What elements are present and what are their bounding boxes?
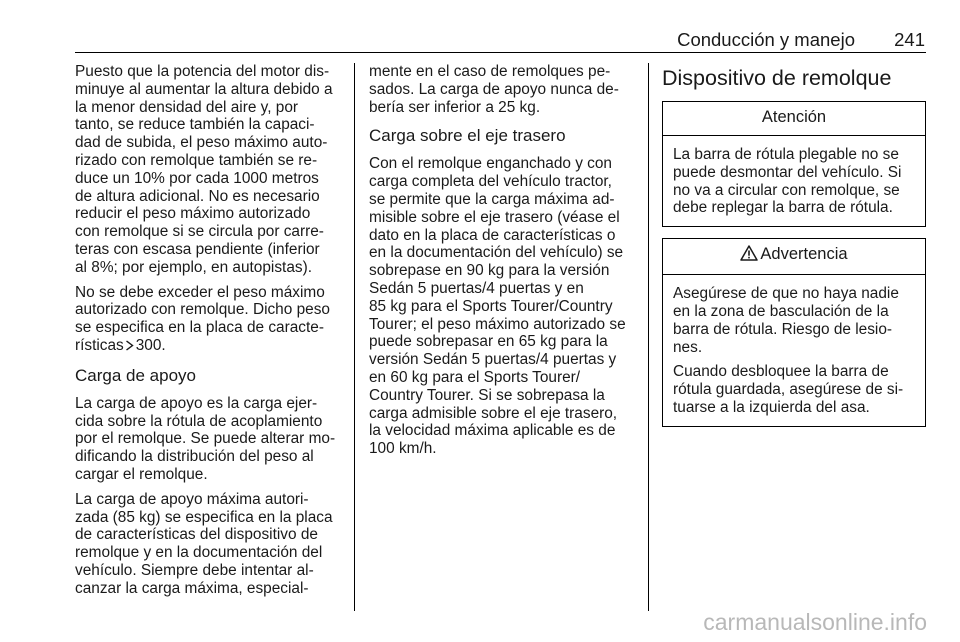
warning-header bbox=[663, 239, 925, 275]
column-3 bbox=[662, 63, 926, 438]
column-2 bbox=[369, 63, 634, 465]
warning-box bbox=[662, 238, 926, 427]
column-divider bbox=[648, 63, 649, 611]
page-reference-link[interactable]: 300. bbox=[135, 336, 166, 354]
header-rule bbox=[75, 52, 926, 53]
paragraph-carga-apoyo-cont: mente en el caso de remolques pe- sados. La carga de apoyo nunca de- bería ser inferior a 25 kg. bbox=[369, 63, 619, 116]
attention-text: La barra de rótula plegable no se puede desmontar del vehículo. Si no va a circular con remolque, se debe replegar la barra de rótula. bbox=[673, 146, 902, 217]
paragraph-carga-apoyo-max: La carga de apoyo máxima autori- zada (85 kg) se especifica en la placa de características del dispositivo de remolque y en la documentación del vehículo. Siempre debe intentar al- canzar la carga máxima, especial- bbox=[75, 490, 333, 597]
warning-title: Advertencia bbox=[760, 245, 848, 264]
heading-dispositivo-remolque: Dispositivo de remolque bbox=[662, 66, 892, 90]
heading-carga-eje-trasero: Carga sobre el eje trasero bbox=[369, 126, 566, 146]
paragraph-carga-apoyo-definition: La carga de apoyo es la carga ejer- cida sobre la rótula de acoplamiento por el remolque. Se puede alterar mo- dificando la distribución del peso al cargar el remolque. bbox=[75, 394, 336, 483]
attention-title: Atención bbox=[663, 102, 925, 136]
heading-carga-de-apoyo: Carga de apoyo bbox=[75, 365, 196, 385]
reference-arrow-icon bbox=[125, 338, 134, 356]
paragraph-max-weight: No se debe exceder el peso máximo autorizado con remolque. Dicho peso se especifica en la placa de caracte- rísticas 300. bbox=[75, 283, 330, 354]
warning-text-2: Cuando desbloquee la barra de rótula guardada, asegúrese de si- tuarse a la izquierda del asa. bbox=[673, 363, 904, 416]
paragraph-carga-eje: Con el remolque enganchado y con carga completa del vehículo tractor, se permite que la carga máxima ad- misible sobre el eje trasero (véase el dato en la placa de características o en la documentación del vehículo) se sobrepase en 90 kg para la versión Sedán 5 puertas/4 puertas y en 85 kg para el Sports Tourer/Country Tourer; el peso máximo autorizado se puede sobrepasar en 65 kg para la versión Sedán 5 puertas/4 puertas y en 60 kg para el Sports Tourer/ Country Tourer. Si se sobrepasa la carga admisible sobre el eje trasero, la velocidad máxima aplicable es de 100 km/h. bbox=[369, 155, 626, 458]
column-1 bbox=[75, 63, 343, 605]
section-title: Conducción y manejo bbox=[677, 29, 855, 50]
paragraph-altitude: Puesto que la potencia del motor dis- minuye al aumentar la altura debido a la menor densidad del aire y, por tanto, se reduce también la capaci- dad de subida, el peso máximo auto- rizado con remolque también se re- duce un 10% por cada 1000 metros de altura adicional. No es necesario reducir el peso máximo autorizado con remolque si se circula por carre- teras con escasa pendiente (inferior al 8%; por ejemplo, en autopistas). bbox=[75, 63, 333, 276]
column-divider bbox=[354, 63, 355, 611]
attention-box bbox=[662, 101, 926, 227]
warning-triangle-icon bbox=[740, 245, 758, 267]
warning-text-1: Asegúrese de que no haya nadie en la zona de basculación de la barra de rótula. Riesgo de lesio- nes. bbox=[673, 285, 899, 356]
watermark: carmanualsonline.info bbox=[703, 609, 927, 635]
page-number: 241 bbox=[894, 29, 925, 50]
